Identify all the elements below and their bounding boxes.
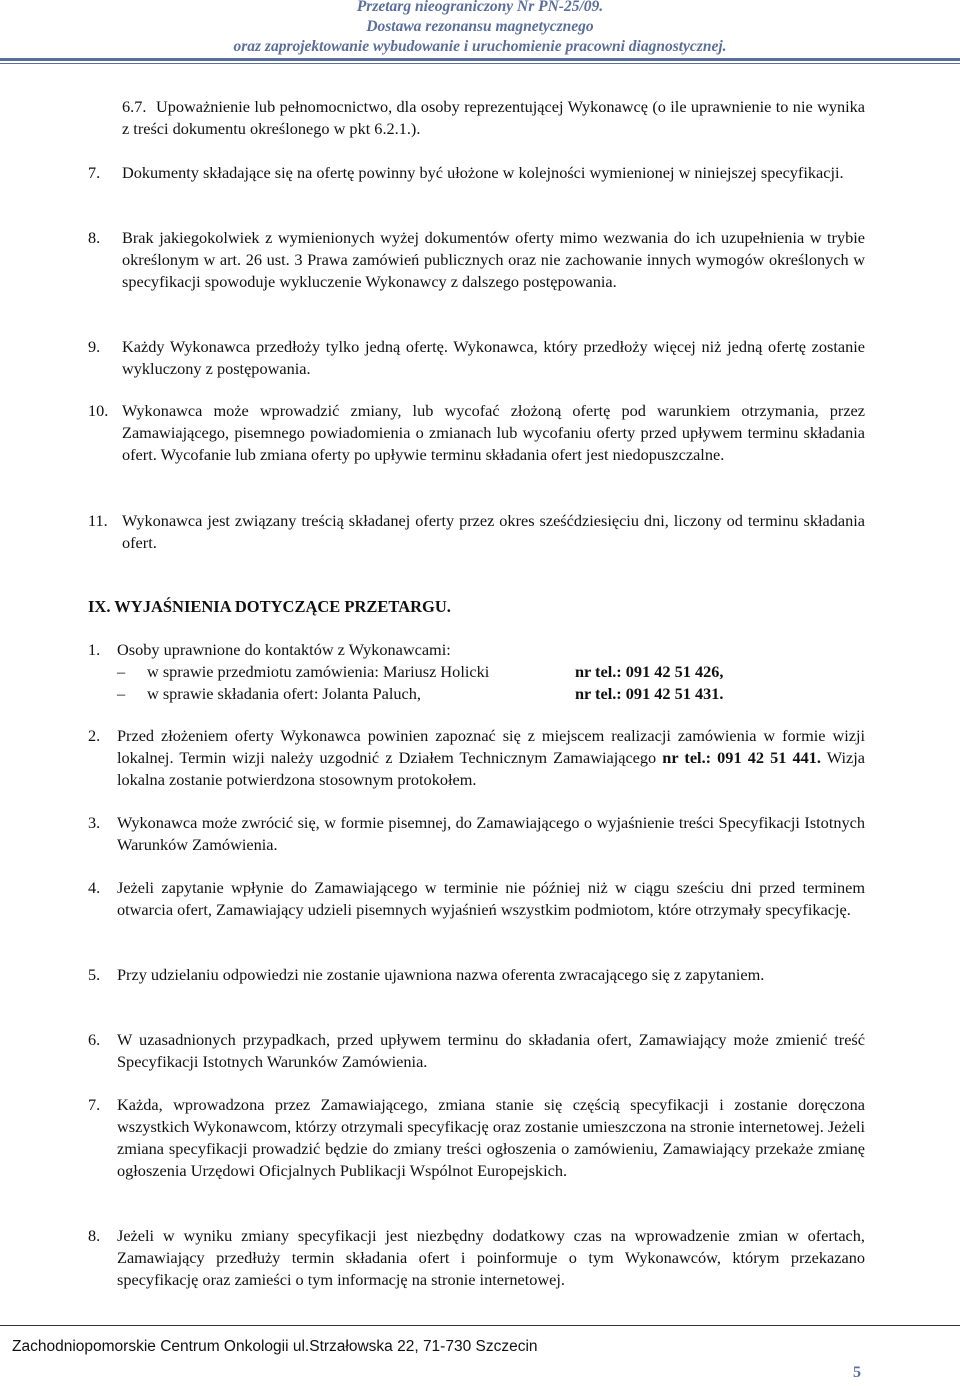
item-number: 4. [88,878,101,897]
item-text: Wykonawca może zwrócić się, w formie pisemnej, do Zamawiającego o wyjaśnienie treści Specyfikacji Istotnych Warunków Zamówienia. [117,813,865,854]
item-text: Dokumenty składające się na ofertę powinny być ułożone w kolejności wymienionej w niniejszej specyfikacji. [122,163,844,182]
item-number: 7. [88,1095,101,1114]
item-number: 2. [88,726,101,745]
list-item [88,964,865,986]
list-item [88,725,865,791]
header-rule-thick [0,58,960,61]
item-number: 11. [88,511,108,530]
item-text: Wykonawca jest związany treścią składanej oferty przez okres sześćdziesięciu dni, liczony od terminu składania ofert. [122,511,865,552]
list-item [88,877,865,921]
item-number: 6.7. [122,97,147,116]
item-number: 5. [88,965,101,984]
item-number: 10. [88,401,109,420]
item-text: W uzasadnionych przypadkach, przed upływem terminu do składania ofert, Zamawiający może zmienić treść Specyfikacji Istotnych Warunków Zamówienia. [117,1030,865,1071]
page-number: 5 [853,1364,861,1381]
list-item [88,639,865,661]
list-item [88,1094,865,1182]
header-line-2: Dostawa rezonansu magnetycznego [366,18,594,35]
item-text-part-a: Przed złożeniem oferty Wykonawca powinien zapoznać się z miejscem realizacji zamówienia w formie wizji lokalnej. Termin wizji należy uzgodnić z Działem Technicznym Zamawiającego [117,726,865,767]
item-text: Każdy Wykonawca przedłoży tylko jedną ofertę. Wykonawca, który przedłoży więcej niż jedną ofertę zostanie wykluczony z postępowania. [122,337,865,378]
list-item [88,227,865,293]
document-header [0,0,960,57]
list-item [122,96,865,140]
section-title: IX. WYJAŚNIENIA DOTYCZĄCE PRZETARGU. [88,597,451,616]
list-item [88,812,865,856]
item-text: Każda, wprowadzona przez Zamawiającego, zmiana stanie się częścią specyfikacji i zostanie doręczona wszystkich Wykonawcom, którzy otrzymali specyfikację oraz zostanie umieszczona na stronie internetowej. Jeżeli zmiana specyfikacji prowadzić będzie do zmiany treści ogłoszenia o zamówieniu, Zamawiający przekaże zmianę ogłoszenia Urzędowi Oficjalnych Publikacji Wspólnot Europejskich. [117,1095,865,1180]
footer-rule [0,1325,960,1326]
list-item [88,1029,865,1073]
dash-bullet: – [117,684,126,703]
contact-description: w sprawie składania ofert: Jolanta Paluch, [147,684,421,703]
contact-phone: nr tel.: 091 42 51 426, [575,662,724,681]
item-text: Jeżeli w wyniku zmiany specyfikacji jest niezbędny dodatkowy czas na wprowadzenie zmian w ofertach, Zamawiający przedłuży termin składania ofert i poinformuje o tym Wykonawców, którym przekazano specyfikację oraz zamieści o tym informację na stronie internetowej. [117,1226,865,1289]
phone-number-bold: nr tel.: 091 42 51 441. [662,748,821,767]
list-item [88,400,865,466]
item-number: 3. [88,813,101,832]
item-number: 8. [88,228,101,247]
list-item [88,162,865,184]
item-text: Jeżeli zapytanie wpłynie do Zamawiającego w terminie nie później niż w ciągu sześciu dni przed terminem otwarcia ofert, Zamawiający udzieli pisemnych wyjaśnień wszystkim podmiotom, które otrzymały specyfikację. [117,878,865,919]
item-number: 8. [88,1226,101,1245]
item-text [117,725,865,791]
dash-bullet: – [117,662,126,681]
item-text: Osoby uprawnione do kontaktów z Wykonawcami: [117,640,451,659]
item-text: Brak jakiegokolwiek z wymienionych wyżej dokumentów oferty mimo wezwania do ich uzupełnienia w trybie określonym w art. 26 ust. 3 Prawa zamówień publicznych oraz nie zachowanie innych wymogów określonych w specyfikacji spowoduje wykluczenie Wykonawcy z dalszego postępowania. [122,228,865,291]
footer-address: Zachodniopomorskie Centrum Onkologii ul.Strzałowska 22, 71-730 Szczecin [12,1338,538,1355]
list-item [88,336,865,380]
item-number: 1. [88,640,101,659]
item-text-part-b: Wizja lokalna zostanie potwierdzona stosownym protokołem. [117,748,865,789]
item-number: 9. [88,337,101,356]
item-text: Przy udzielaniu odpowiedzi nie zostanie ujawniona nazwa oferenta zwracającego się z zapytaniem. [117,965,765,984]
item-text [122,96,865,140]
item-text: Wykonawca może wprowadzić zmiany, lub wycofać złożoną ofertę pod warunkiem otrzymania, przez Zamawiającego, pisemnego powiadomienia o zmianach lub wycofaniu oferty przed upływem terminu składania ofert. Wycofanie lub zmiana oferty po upływie terminu składania ofert jest niedopuszczalne. [122,401,865,464]
item-text-content: Upoważnienie lub pełnomocnictwo, dla osoby reprezentującej Wykonawcę (o ile uprawnienie to nie wynika z treści dokumentu określonego w pkt 6.2.1.). [122,97,865,138]
header-line-3: oraz zaprojektowanie wybudowanie i uruchomienie pracowni diagnostycznej. [233,38,727,55]
contact-description: w sprawie przedmiotu zamówienia: Mariusz Holicki [147,662,490,681]
item-number: 6. [88,1030,101,1049]
header-line-1: Przetarg nieograniczony Nr PN-25/09. [356,0,604,15]
list-item [88,1225,865,1291]
list-item [88,510,865,554]
contact-phone: nr tel.: 091 42 51 431. [575,684,724,703]
header-rule-thin [0,63,960,64]
item-number: 7. [88,163,101,182]
